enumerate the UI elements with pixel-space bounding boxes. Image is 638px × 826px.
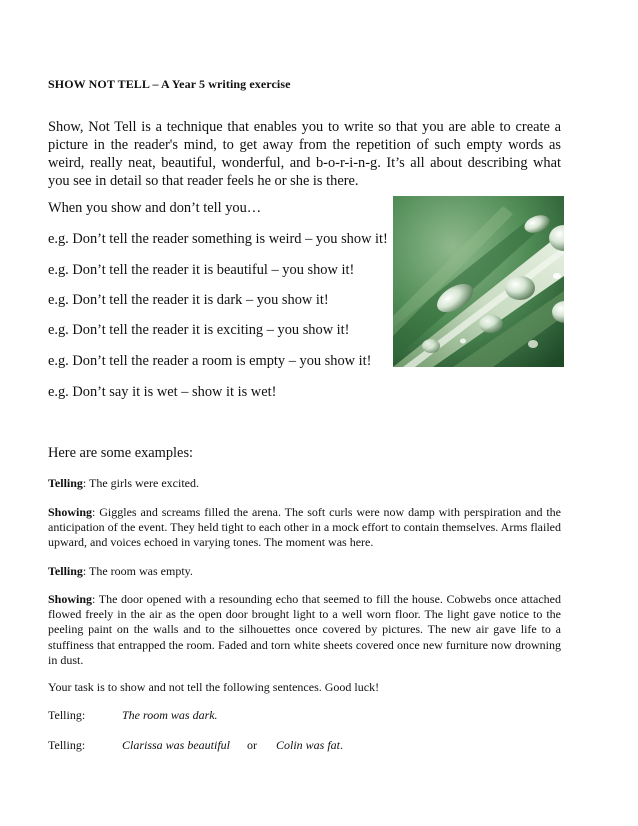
task-label: Telling: xyxy=(48,708,86,722)
task-line xyxy=(48,738,344,753)
intro-paragraph: Show, Not Tell is a technique that enables you to write so that you are able to create a picture in the reader's mind, to get away from the repetition of such empty words as weird, really neat, beautiful, wonderful, and b-o-r-i-n-g. It’s all about describing what you see in detail so that reader feels he or she is there. xyxy=(48,119,561,189)
telling-text: : The room was empty. xyxy=(82,564,193,578)
telling-text: : The girls were excited. xyxy=(82,476,199,490)
eg-line: e.g. Don’t tell the reader a room is empty – you show it! xyxy=(48,353,372,369)
eg-line: e.g. Don’t tell the reader it is exciting – you show it! xyxy=(48,322,350,338)
show-intro-line: When you show and don’t tell you… xyxy=(48,200,262,216)
water-droplets-image xyxy=(393,196,564,367)
telling-label: Telling xyxy=(48,564,83,578)
showing-text: : The door opened with a resounding echo that seemed to fill the house. Cobwebs once attached flowed freely in the air as the open door brought light to a well worn floor. The light gave notice to the peeling paint on the walls and to the silhouettes once covered by pictures. The new air gave life to a stuffiness that entrapped the room. Faded and torn white sheets covered once new furniture now drowning in dust. xyxy=(48,592,561,667)
eg-line: e.g. Don’t tell the reader it is dark – you show it! xyxy=(48,292,329,308)
eg-line: e.g. Don’t tell the reader it is beautiful – you show it! xyxy=(48,262,355,278)
examples-heading: Here are some examples: xyxy=(48,445,194,461)
document-title: SHOW NOT TELL – A Year 5 writing exercise xyxy=(48,77,291,91)
task-sentence-wrap xyxy=(276,738,343,753)
task-instruction: Your task is to show and not tell the following sentences. Good luck! xyxy=(48,680,380,694)
eg-line: e.g. Don’t tell the reader something is weird – you show it! xyxy=(48,231,388,247)
example1-telling xyxy=(48,476,561,491)
telling-label: Telling xyxy=(48,476,83,490)
task-end-punct: . xyxy=(340,738,344,752)
task-label: Telling: xyxy=(48,738,86,752)
eg-line: e.g. Don’t say it is wet – show it is wet! xyxy=(48,384,277,400)
example1-showing xyxy=(48,505,561,551)
task-sentence: The room was dark. xyxy=(122,708,218,722)
showing-label: Showing xyxy=(48,592,93,606)
showing-text: : Giggles and screams filled the arena. The soft curls were now damp with perspiration and the anticipation of the event. They held tight to each other in a mock effort to contain themselves. Arms flailed upward, and voices echoed in varying tones. The moment was here. xyxy=(48,505,561,550)
example2-showing xyxy=(48,592,561,668)
task-connector: or xyxy=(247,738,257,752)
water-droplets-photo xyxy=(393,196,564,367)
task-sentence: Colin was fat xyxy=(276,738,341,752)
task-sentence: Clarissa was beautiful xyxy=(122,738,231,752)
showing-label: Showing xyxy=(48,505,93,519)
task-line xyxy=(48,708,218,723)
example2-telling xyxy=(48,564,561,579)
